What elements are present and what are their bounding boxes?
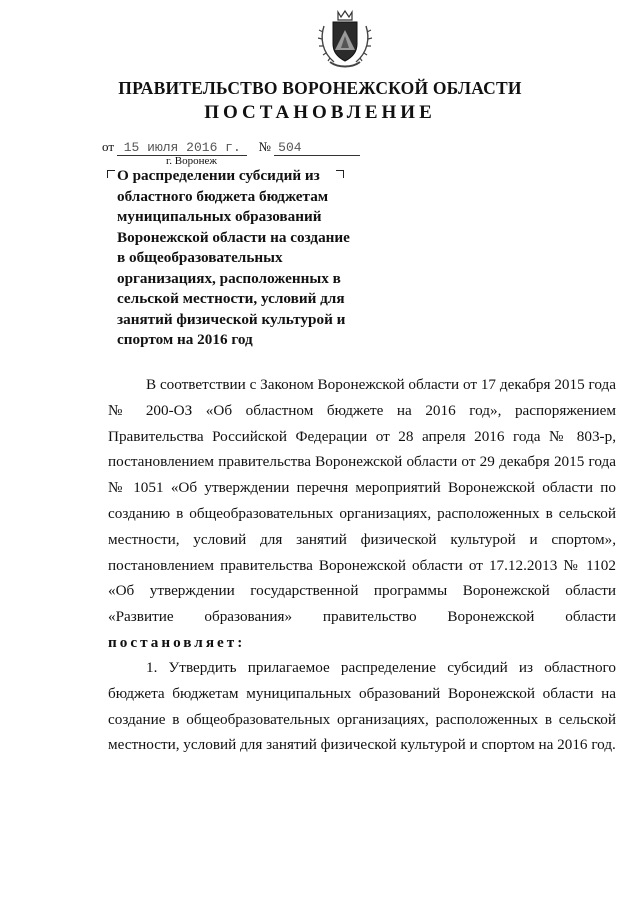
number-prefix: № bbox=[258, 139, 271, 154]
preamble-text: В соответствии с Законом Воронежской области от 17 декабря 2015 года № 200-ОЗ «Об областном бюджете на 2016 год», распоряжением Правительства Российской Федерации от 28 апреля 2016 года № 803-р, постановлением правительства Воронежской области от 29 декабря 2015 года № 1051 «Об утверждении перечня мероприятий Воронежской области по созданию в общеобразовательных организациях, расположенных в сельской местности, условий для занятий физической культурой и спортом», постановлением правительства Воронежской области от 17.12.2013 № 1102 «Об утверждении государственной программы Воронежской области «Развитие образования» правительство Воронежской области bbox=[108, 376, 616, 626]
subject-corner-left bbox=[107, 170, 115, 178]
document-type: ПОСТАНОВЛЕНИЕ bbox=[204, 102, 436, 123]
preamble-paragraph bbox=[108, 372, 616, 656]
decree-subject: О распределении субсидий из областного бюджета бюджетам муниципальных образований Воронежской области на создание в общеобразовательных организациях, расположенных в сельской местности, условий для занятий физической культурой и спортом на 2016 год bbox=[117, 167, 350, 348]
decree-number: 504 bbox=[274, 141, 360, 156]
item-1-paragraph: 1. Утвердить прилагаемое распределение субсидий из областного бюджета бюджетам муниципальных образований Воронежской области на создание в общеобразовательных организациях, расположенных в сельской местности, условий для занятий физической культурой и спортом на 2016 год. bbox=[108, 659, 616, 754]
voronezh-coat-of-arms-icon bbox=[316, 8, 374, 70]
decree-date: 15 июля 2016 г. bbox=[117, 141, 247, 156]
government-name: ПРАВИТЕЛЬСТВО ВОРОНЕЖСКОЙ ОБЛАСТИ bbox=[118, 78, 522, 98]
date-prefix: от bbox=[102, 139, 115, 154]
city-label: г. Воронеж bbox=[166, 155, 217, 167]
resolves-word: постановляет: bbox=[108, 633, 246, 651]
date-number-line bbox=[102, 139, 360, 156]
